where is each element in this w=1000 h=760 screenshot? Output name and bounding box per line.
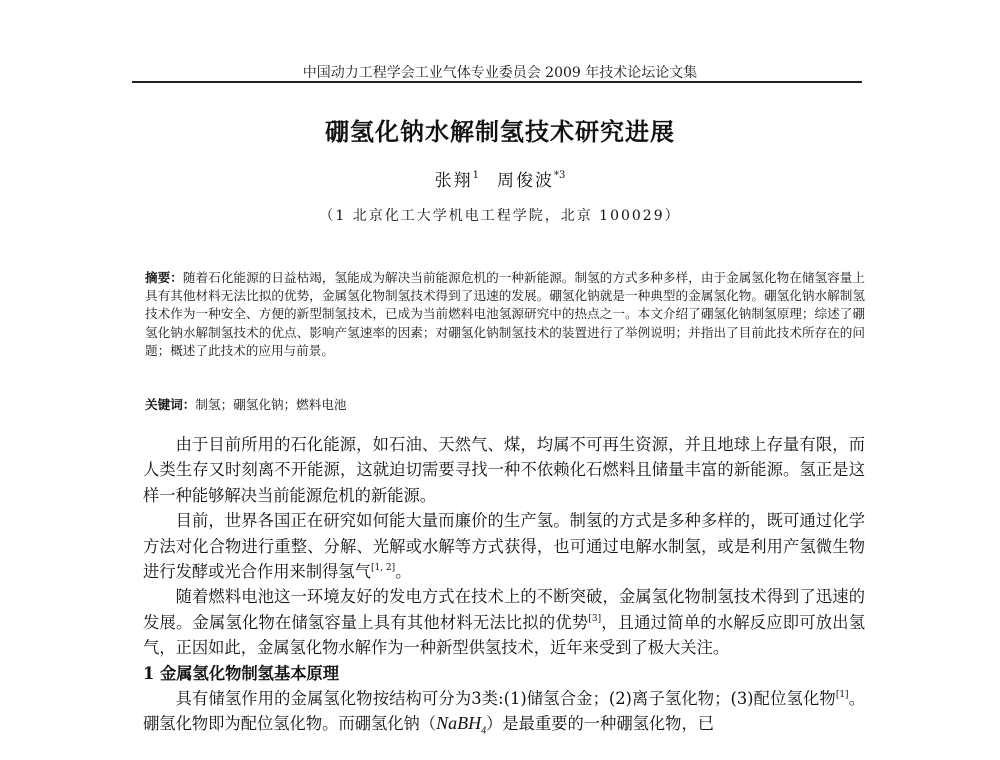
paragraph — [143, 508, 865, 584]
keywords-label: 关键词： — [145, 397, 196, 412]
paragraph-text: 。 — [395, 562, 412, 582]
keywords-text: 制氢；硼氢化钠；燃料电池 — [195, 397, 347, 412]
running-head: 中国动力工程学会工业气体专业委员会 2009 年技术论坛论文集 — [302, 65, 698, 81]
keywords — [145, 396, 865, 414]
paragraph-text: 。硼氢化物即为配位氢化物。而硼氢化钠（ — [143, 689, 865, 734]
paragraph: 由于目前所用的石化能源，如石油、天然气、煤，均属不可再生资源，并且地球上存量有限，而人类生存又时刻离不开能源，这就迫切需要寻找一种不依赖化石燃料且储量丰富的新能源。氢正是这样一种能够解决当前能源危机的新能源。 — [143, 435, 865, 505]
paragraph-text: ，且通过简单的水解反应即可放出氢气，正因如此，金属氢化物水解作为一种新型供氢技术，近年来受到了极大关注。 — [143, 612, 865, 658]
citation: [1, 2] — [370, 563, 396, 574]
paragraph-text: ）是最重要的一种硼氢化物，已 — [486, 714, 715, 734]
citation: [3] — [588, 613, 602, 624]
chemical-formula — [436, 713, 487, 738]
body-text — [143, 432, 865, 744]
paragraph — [143, 584, 865, 660]
paragraph-text: 随着燃料电池这一环境友好的发电方式在技术上的不断突破，金属氢化物制氢技术得到了迅速的发展。金属氢化物在储氢容量上具有其他材料无法比拟的优势 — [143, 587, 865, 632]
header-rule — [132, 81, 862, 83]
formula-main: NaBH — [436, 713, 482, 734]
abstract-text: 随着石化能源的日益枯竭，氢能成为解决当前能源危机的一种新能源。制氢的方式多种多样，由于金属氢化物在储氢容量上具有其他材料无法比拟的优势，金属氢化物制氢技术得到了迅速的发展。硼氢化钠就是一种典型的金属氢化物。硼氢化钠水解制氢技术作为一种安全、方便的新型制氢技术，已成为当前燃料电池氢源研究中的热点之一。本文介绍了硼氢化钠制氢原理；综述了硼氢化钠水解制氢技术的优点、影响产氢速率的因素；对硼氢化钠制氢技术的装置进行了举例说明；并指出了目前此技术所存在的问题；概述了此技术的应用与前景。 — [145, 270, 866, 358]
author-mark: 1 — [472, 170, 479, 181]
author-mark: *3 — [554, 170, 566, 181]
paragraph-text: 具有储氢作用的金属氢化物按结构可分为3类:(1)储氢合金；(2)离子氢化物；(3)配位氢化物 — [175, 689, 836, 709]
paper-title: 硼氢化钠水解制氢技术研究进展 — [325, 117, 675, 146]
section-heading: 1 金属氢化物制氢基本原理 — [143, 663, 340, 683]
paragraph-text: 目前，世界各国正在研究如何能大量而廉价的生产氢。制氢的方式是多种多样的，既可通过化学方法对化合物进行重整、分解、光解或水解等方式获得，也可通过电解水制氢，或是利用产氢微生物进行发酵或光合作用来制得氢气 — [143, 511, 865, 582]
affiliation: （1 北京化工大学机电工程学院，北京 100029） — [319, 208, 681, 224]
abstract-label: 摘要： — [145, 270, 183, 285]
paragraph — [143, 686, 865, 744]
author-name: 张翔 — [434, 171, 473, 191]
abstract — [145, 269, 865, 360]
author-list — [0, 166, 1000, 191]
citation: [1] — [835, 690, 849, 701]
formula-subscript: 4 — [481, 726, 487, 738]
author-name: 周俊波 — [497, 171, 554, 191]
